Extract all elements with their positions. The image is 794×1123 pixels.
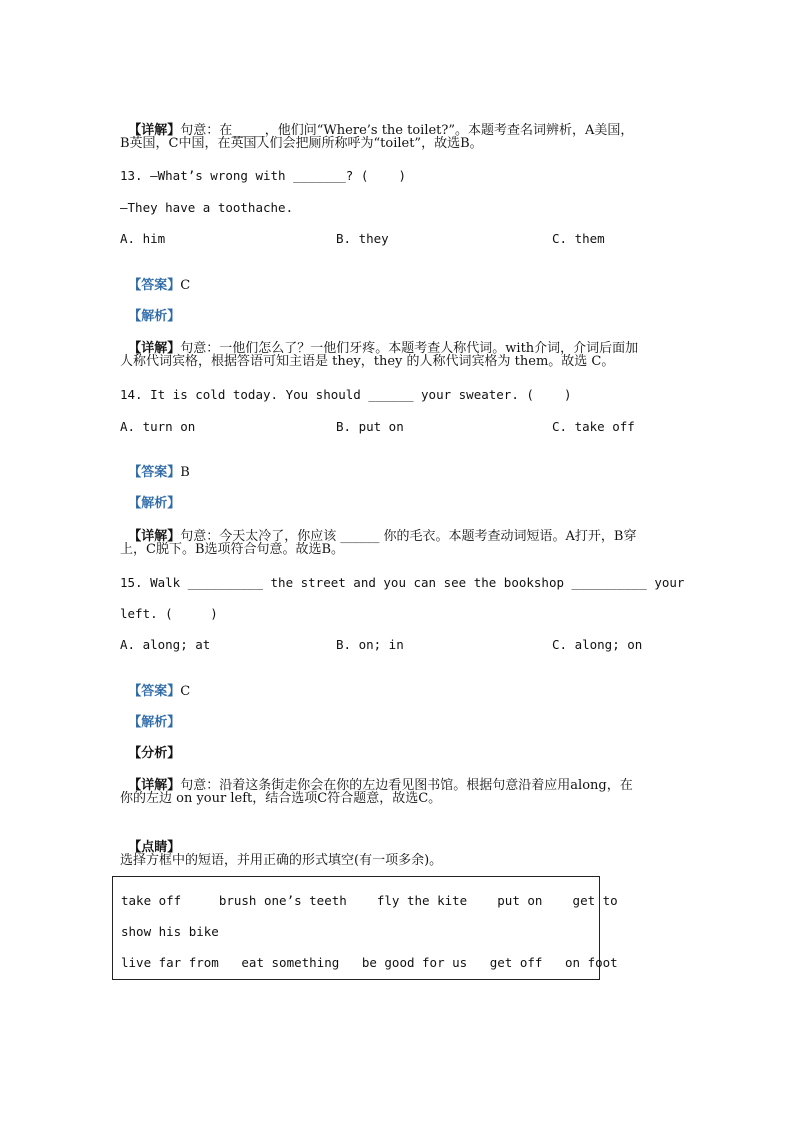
explanation-text: 句意：今天太冷了，你应该 ______ 你的毛衣。本题考查动词短语。A打开，B穿 [180,529,637,544]
q15-question-line-1: 15. Walk __________ the street and you can see the bookshop __________ your [120,575,685,590]
explanation-tag: 【详解】 [128,123,181,138]
q14-option-a: A. turn on [120,419,196,434]
section-instruction: 选择方框中的短语，并用正确的形式填空(有一项多余)。 [120,853,443,868]
analysis-tag: 【解析】 [128,309,181,324]
word-box-row-1: take off brush one’s teeth fly the kite put on get to [121,893,618,908]
q15-explanation-line-2: 你的左边 on your left，结合选项C符合题意，故选C。 [120,791,442,806]
q15-fenxi-heading [120,727,180,763]
word-box-row-3: live far from eat something be good for us get off on foot [121,955,618,970]
q14-question: 14. It is cold today. You should ______ your sweater. ( ) [120,387,572,402]
dianjing-tag: 【点睛】 [128,840,181,855]
explanation-tag: 【详解】 [128,778,181,793]
answer-value: C [180,684,191,699]
answer-tag: 【答案】 [128,465,181,480]
explanation-tag: 【详解】 [128,529,181,544]
answer-value: B [180,465,190,480]
q12-explanation-line-2: B英国，C中国，在英国人们会把厕所称呼为“toilet”，故选B。 [120,136,483,151]
q13-explanation-line-2: 人称代词宾格，根据答语可知主语是 they，they 的人称代词宾格为 them。故选 C。 [120,354,615,369]
explanation-text: 句意：一他们怎么了？一他们牙疼。本题考查人称代词。with介词，介词后面加 [180,341,639,356]
q14-explanation-line-2: 上，C脱下。B选项符合句意。故选B。 [120,542,345,557]
q15-option-b: B. on; in [336,637,404,652]
q13-question: 13. —What’s wrong with _______? ( ) [120,168,406,183]
explanation-text: 句意：沿着这条街走你会在你的左边看见图书馆。根据句意沿着应用along，在 [180,778,633,793]
q15-option-c: C. along; on [552,637,643,652]
q15-question-line-2: left. ( ) [120,606,218,621]
fenxi-tag: 【分析】 [128,746,181,761]
analysis-tag: 【解析】 [128,715,181,730]
answer-value: C [180,278,191,293]
explanation-tag: 【详解】 [128,341,181,356]
word-box [112,876,618,980]
answer-tag: 【答案】 [128,278,181,293]
q13-option-a: A. him [120,231,166,246]
q14-option-b: B. put on [336,419,404,434]
word-box-row-2: show his bike [121,924,219,939]
q15-option-a: A. along; at [120,637,211,652]
q14-analysis-heading [120,477,180,513]
q14-option-c: C. take off [552,419,635,434]
q13-analysis-heading [120,290,180,326]
q13-option-b: B. they [336,231,389,246]
explanation-text: 句意：在_____，他们问“Where’s the toilet?”。本题考查名词辨析，A美国， [180,123,634,138]
answer-tag: 【答案】 [128,684,181,699]
analysis-tag: 【解析】 [128,496,181,511]
q13-option-c: C. them [552,231,605,246]
q13-question-reply: —They have a toothache. [120,200,294,215]
